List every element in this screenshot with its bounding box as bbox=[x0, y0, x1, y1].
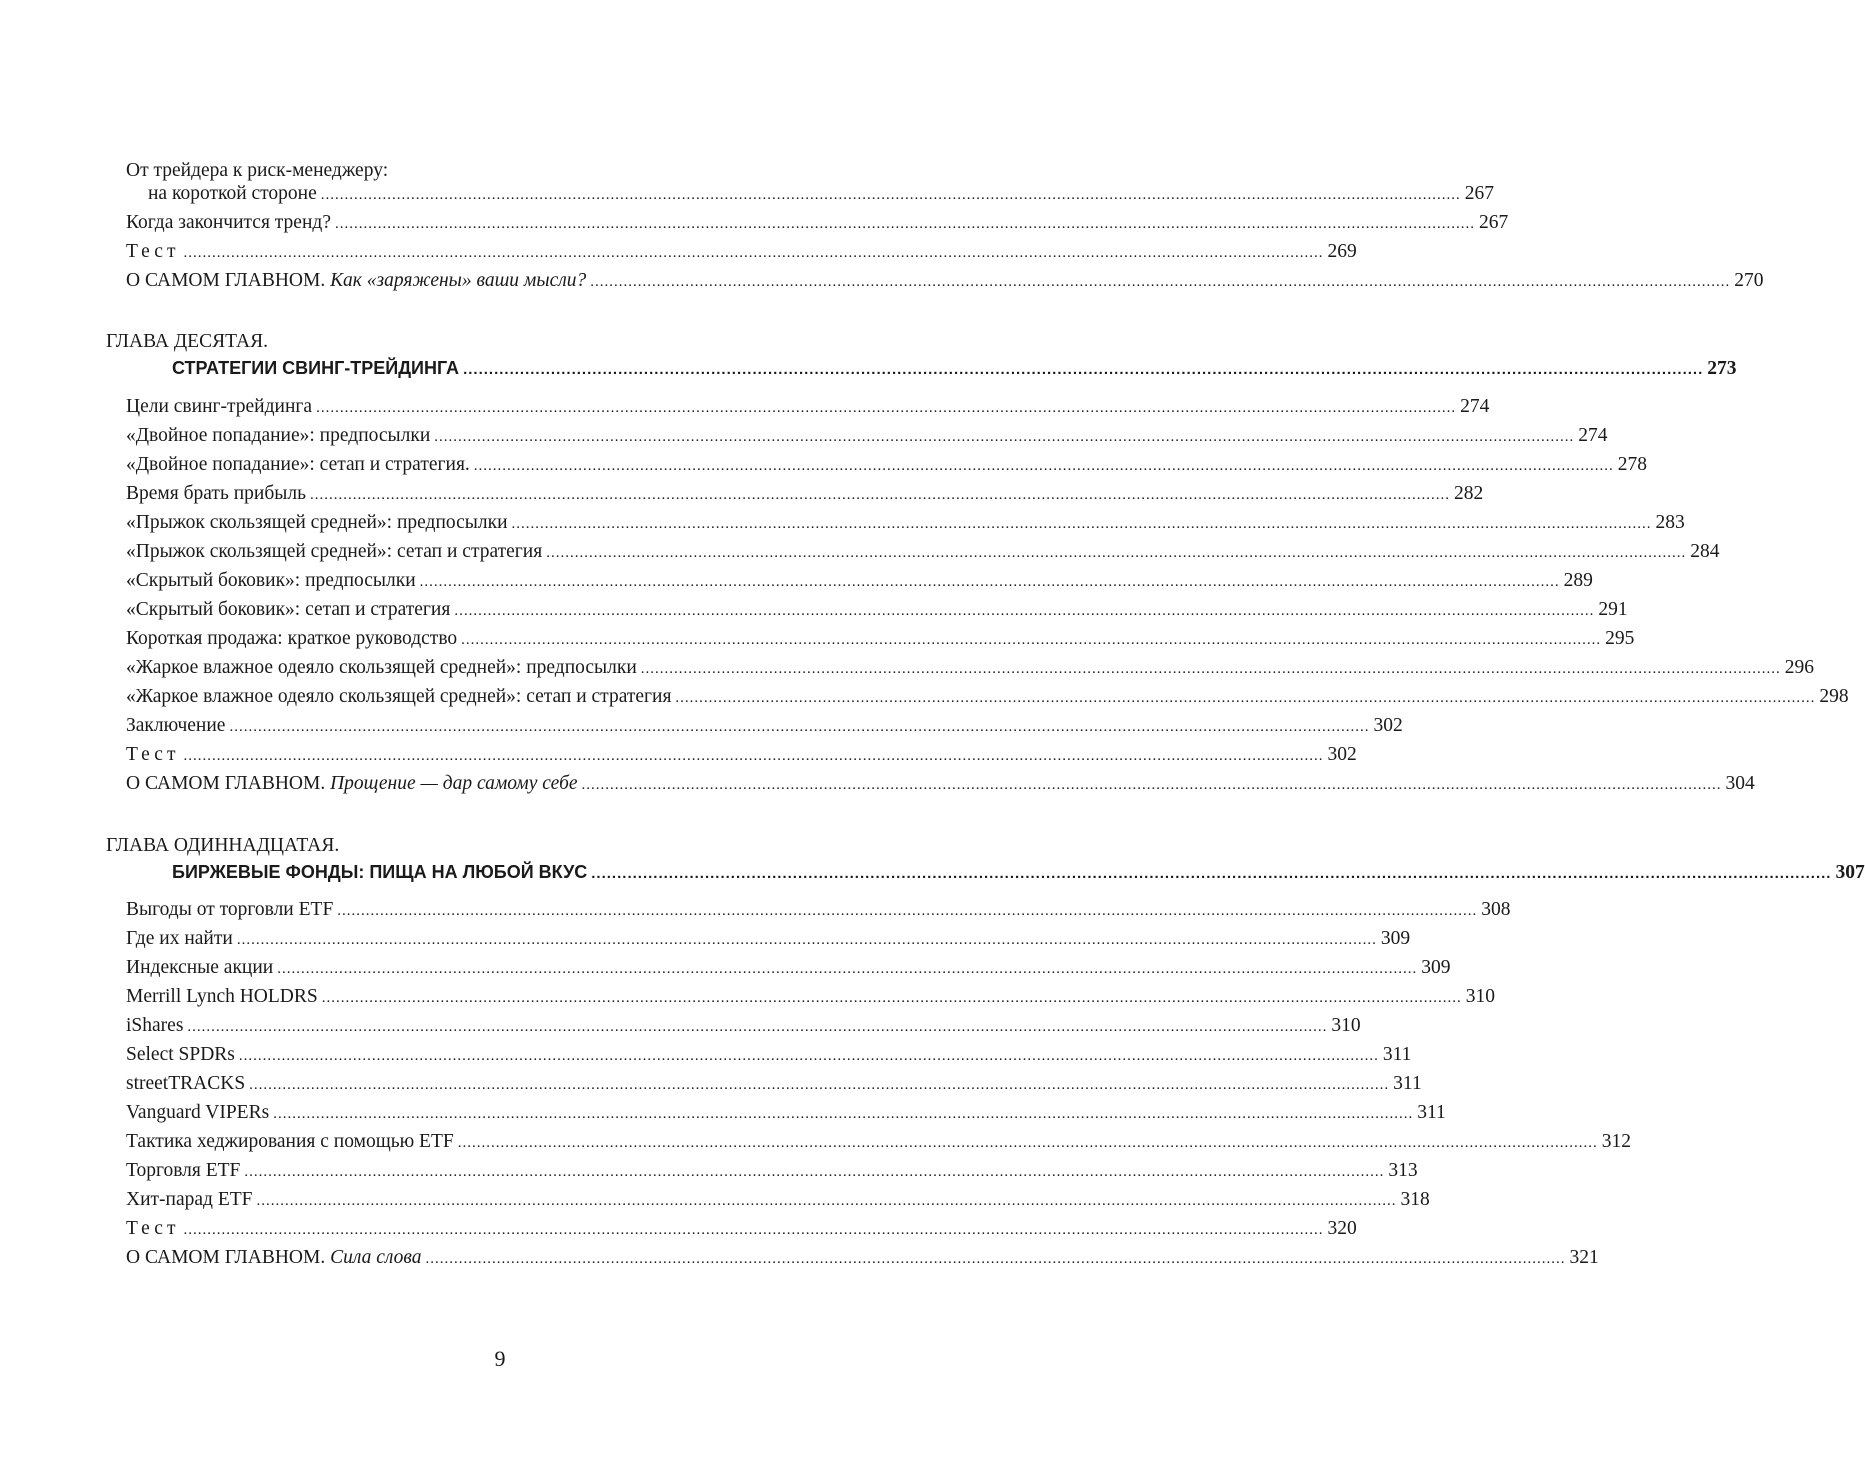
toc-entry-title: Когда закончится тренд? bbox=[126, 212, 331, 233]
toc-entry bbox=[126, 421, 1608, 450]
toc-entry bbox=[126, 237, 1357, 266]
toc-entry bbox=[126, 653, 1815, 682]
toc-entry-title: Заключение bbox=[126, 715, 226, 736]
toc-entry-title bbox=[126, 769, 578, 798]
toc-entry-title: Торговля ETF bbox=[126, 1160, 241, 1181]
dot-leader bbox=[277, 955, 1417, 984]
dot-leader bbox=[454, 597, 1594, 626]
dot-leader bbox=[239, 1042, 1379, 1071]
toc-entry bbox=[126, 895, 1511, 924]
toc-entry-title: «Прыжок скользящей средней»: предпосылки bbox=[126, 512, 508, 533]
toc-page-number: 302 bbox=[1373, 715, 1403, 736]
dot-leader bbox=[184, 239, 1324, 268]
toc-page-number: 304 bbox=[1725, 773, 1755, 794]
toc-page-number: 289 bbox=[1563, 570, 1593, 591]
dot-leader bbox=[591, 859, 1831, 888]
dot-leader bbox=[335, 210, 1475, 239]
dot-leader bbox=[434, 423, 1574, 452]
toc-entry bbox=[126, 1156, 1418, 1185]
chapter-label: ГЛАВА ДЕСЯТАЯ. bbox=[106, 331, 268, 352]
chapter-label: ГЛАВА ОДИННАДЦАТАЯ. bbox=[106, 835, 340, 856]
toc-page-number: 309 bbox=[1380, 928, 1411, 949]
toc-entry-italic: Как «заряжены» ваши мысли? bbox=[330, 270, 587, 291]
toc-entry-title: Тест bbox=[126, 241, 180, 262]
toc-entry-title: Select SPDRs bbox=[126, 1044, 235, 1065]
chapter-title-row bbox=[172, 354, 1737, 383]
toc-page-number: 296 bbox=[1784, 657, 1815, 678]
toc-entry-title: Хит-парад ETF bbox=[126, 1189, 253, 1210]
dot-leader bbox=[461, 626, 1601, 655]
toc-entry bbox=[126, 982, 1495, 1011]
toc-entry-title: Vanguard VIPERs bbox=[126, 1102, 270, 1123]
toc-entry-title: Тест bbox=[126, 744, 180, 765]
chapter-page-number: 307 bbox=[1835, 862, 1865, 883]
dot-leader bbox=[310, 481, 1450, 510]
toc-entry-caps: О САМОМ ГЛАВНОМ. bbox=[126, 773, 326, 794]
toc-page-number: 298 bbox=[1819, 686, 1849, 707]
toc-entry bbox=[126, 1098, 1446, 1127]
dot-leader bbox=[546, 539, 1686, 568]
toc-page-number: 308 bbox=[1481, 899, 1511, 920]
toc-page-number: 291 bbox=[1598, 599, 1628, 620]
toc-page-number: 311 bbox=[1393, 1073, 1422, 1094]
dot-leader bbox=[322, 984, 1462, 1013]
dot-leader bbox=[458, 1129, 1598, 1158]
dot-leader bbox=[237, 926, 1377, 955]
dot-leader bbox=[463, 355, 1703, 384]
dot-leader bbox=[590, 268, 1730, 297]
toc-entry bbox=[126, 1127, 1631, 1156]
dot-leader bbox=[420, 568, 1560, 597]
toc-page-number: 312 bbox=[1601, 1131, 1631, 1152]
chapter-page-number: 273 bbox=[1707, 358, 1737, 379]
toc-entry-title: «Скрытый боковик»: сетап и стратегия bbox=[126, 599, 451, 620]
toc-entry bbox=[126, 953, 1451, 982]
toc-entry bbox=[126, 1069, 1422, 1098]
dot-leader bbox=[229, 713, 1369, 742]
toc-entry-italic: Прощение — дар самому себе bbox=[330, 773, 578, 794]
toc-entry-title: iShares bbox=[126, 1015, 184, 1036]
toc-entry-title: Выгоды от торговли ETF bbox=[126, 899, 334, 920]
dot-leader bbox=[512, 510, 1652, 539]
toc-entry bbox=[126, 1243, 1599, 1272]
dot-leader bbox=[675, 684, 1815, 713]
toc-entry-title: От трейдера к риск-менеджеру: bbox=[126, 160, 389, 181]
toc-entry-title: Индексные акции bbox=[126, 957, 274, 978]
dot-leader bbox=[641, 655, 1781, 684]
toc-entry-title: Где их найти bbox=[126, 928, 233, 949]
toc-entry-title: «Двойное попадание»: предпосылки bbox=[126, 425, 431, 446]
toc-entry-title bbox=[126, 266, 586, 295]
toc-page-number: 274 bbox=[1460, 396, 1490, 417]
toc-entry-title bbox=[126, 1243, 421, 1272]
dot-leader bbox=[273, 1100, 1413, 1129]
toc-page-number: 311 bbox=[1417, 1102, 1446, 1123]
toc-page-number: 274 bbox=[1578, 425, 1608, 446]
toc-entry bbox=[126, 1185, 1430, 1214]
dot-leader bbox=[337, 897, 1477, 926]
toc-entry bbox=[126, 924, 1411, 953]
toc-entry-caps: О САМОМ ГЛАВНОМ. bbox=[126, 270, 326, 291]
dot-leader bbox=[582, 771, 1722, 800]
toc-entry bbox=[126, 1011, 1361, 1040]
toc-entry bbox=[126, 208, 1509, 237]
toc-page-number: 309 bbox=[1421, 957, 1451, 978]
chapter-title: СТРАТЕГИИ СВИНГ-ТРЕЙДИНГА bbox=[172, 358, 460, 378]
toc-page-number: 318 bbox=[1400, 1189, 1430, 1210]
dot-leader bbox=[321, 181, 1461, 210]
chapter-title-row bbox=[172, 858, 1865, 887]
toc-entry-title: Merrill Lynch HOLDRS bbox=[126, 986, 318, 1007]
toc-page-number: 269 bbox=[1327, 241, 1357, 262]
page-number: 9 bbox=[494, 1346, 506, 1371]
toc-entry-title: «Двойное попадание»: сетап и стратегия. bbox=[126, 454, 470, 475]
toc-page-number: 284 bbox=[1690, 541, 1720, 562]
toc-entry bbox=[126, 479, 1484, 508]
toc-page-number: 267 bbox=[1478, 212, 1509, 233]
toc-page-number: 295 bbox=[1605, 628, 1635, 649]
toc-page-number: 311 bbox=[1382, 1044, 1412, 1065]
toc-entry-caps: О САМОМ ГЛАВНОМ. bbox=[126, 1247, 326, 1268]
chapter-title: БИРЖЕВЫЕ ФОНДЫ: ПИЩА НА ЛЮБОЙ ВКУС bbox=[172, 862, 588, 882]
dot-leader bbox=[425, 1245, 1565, 1274]
dot-leader bbox=[316, 394, 1456, 423]
toc-page-number: 270 bbox=[1734, 270, 1764, 291]
toc-page-number: 310 bbox=[1331, 1015, 1361, 1036]
toc-entry-title: Тактика хеджирования с помощью ETF bbox=[126, 1131, 454, 1152]
toc-entry-title: на короткой стороне bbox=[148, 183, 317, 204]
toc-entry bbox=[126, 595, 1628, 624]
toc-page-number: 302 bbox=[1327, 744, 1357, 765]
toc-page-number: 278 bbox=[1617, 454, 1648, 475]
dot-leader bbox=[257, 1187, 1397, 1216]
toc-entry-title: Короткая продажа: краткое руководство bbox=[126, 628, 458, 649]
toc-entry bbox=[126, 1040, 1412, 1069]
toc-entry bbox=[126, 508, 1685, 537]
toc-entry bbox=[148, 179, 1495, 208]
toc-entry-title: «Жаркое влажное одеяло скользящей средней»: сетап и стратегия bbox=[126, 686, 672, 707]
toc-page-number: 320 bbox=[1327, 1218, 1357, 1239]
toc-entry bbox=[126, 740, 1357, 769]
toc-page-number: 310 bbox=[1465, 986, 1495, 1007]
toc-entry bbox=[126, 566, 1593, 595]
toc-page-number: 321 bbox=[1569, 1247, 1599, 1268]
toc-entry bbox=[126, 682, 1849, 711]
dot-leader bbox=[474, 452, 1614, 481]
dot-leader bbox=[249, 1071, 1389, 1100]
toc-entry-title: Время брать прибыль bbox=[126, 483, 306, 504]
toc-entry bbox=[126, 624, 1635, 653]
dot-leader bbox=[187, 1013, 1327, 1042]
toc-entry bbox=[126, 450, 1648, 479]
toc-page-number: 267 bbox=[1464, 183, 1495, 204]
toc-entry bbox=[126, 1214, 1357, 1243]
toc-entry-title: «Жаркое влажное одеяло скользящей средней»: предпосылки bbox=[126, 657, 637, 678]
toc-entry-title: «Скрытый боковик»: предпосылки bbox=[126, 570, 416, 591]
dot-leader bbox=[244, 1158, 1384, 1187]
toc-entry bbox=[126, 392, 1490, 421]
toc-entry-italic: Сила слова bbox=[330, 1247, 422, 1268]
toc-entry-title: Тест bbox=[126, 1218, 180, 1239]
toc-entry-title: «Прыжок скользящей средней»: сетап и стратегия bbox=[126, 541, 543, 562]
dot-leader bbox=[184, 742, 1324, 771]
dot-leader bbox=[184, 1216, 1324, 1245]
toc-entry-title: streetTRACKS bbox=[126, 1073, 246, 1094]
toc-entry bbox=[126, 711, 1403, 740]
toc-page-number: 313 bbox=[1388, 1160, 1418, 1181]
toc-page-number: 283 bbox=[1655, 512, 1685, 533]
toc-entry bbox=[126, 769, 1755, 798]
toc-entry bbox=[126, 537, 1720, 566]
toc-page-number: 282 bbox=[1453, 483, 1484, 504]
toc-entry-title: Цели свинг-трейдинга bbox=[126, 396, 313, 417]
toc-entry bbox=[126, 266, 1764, 295]
